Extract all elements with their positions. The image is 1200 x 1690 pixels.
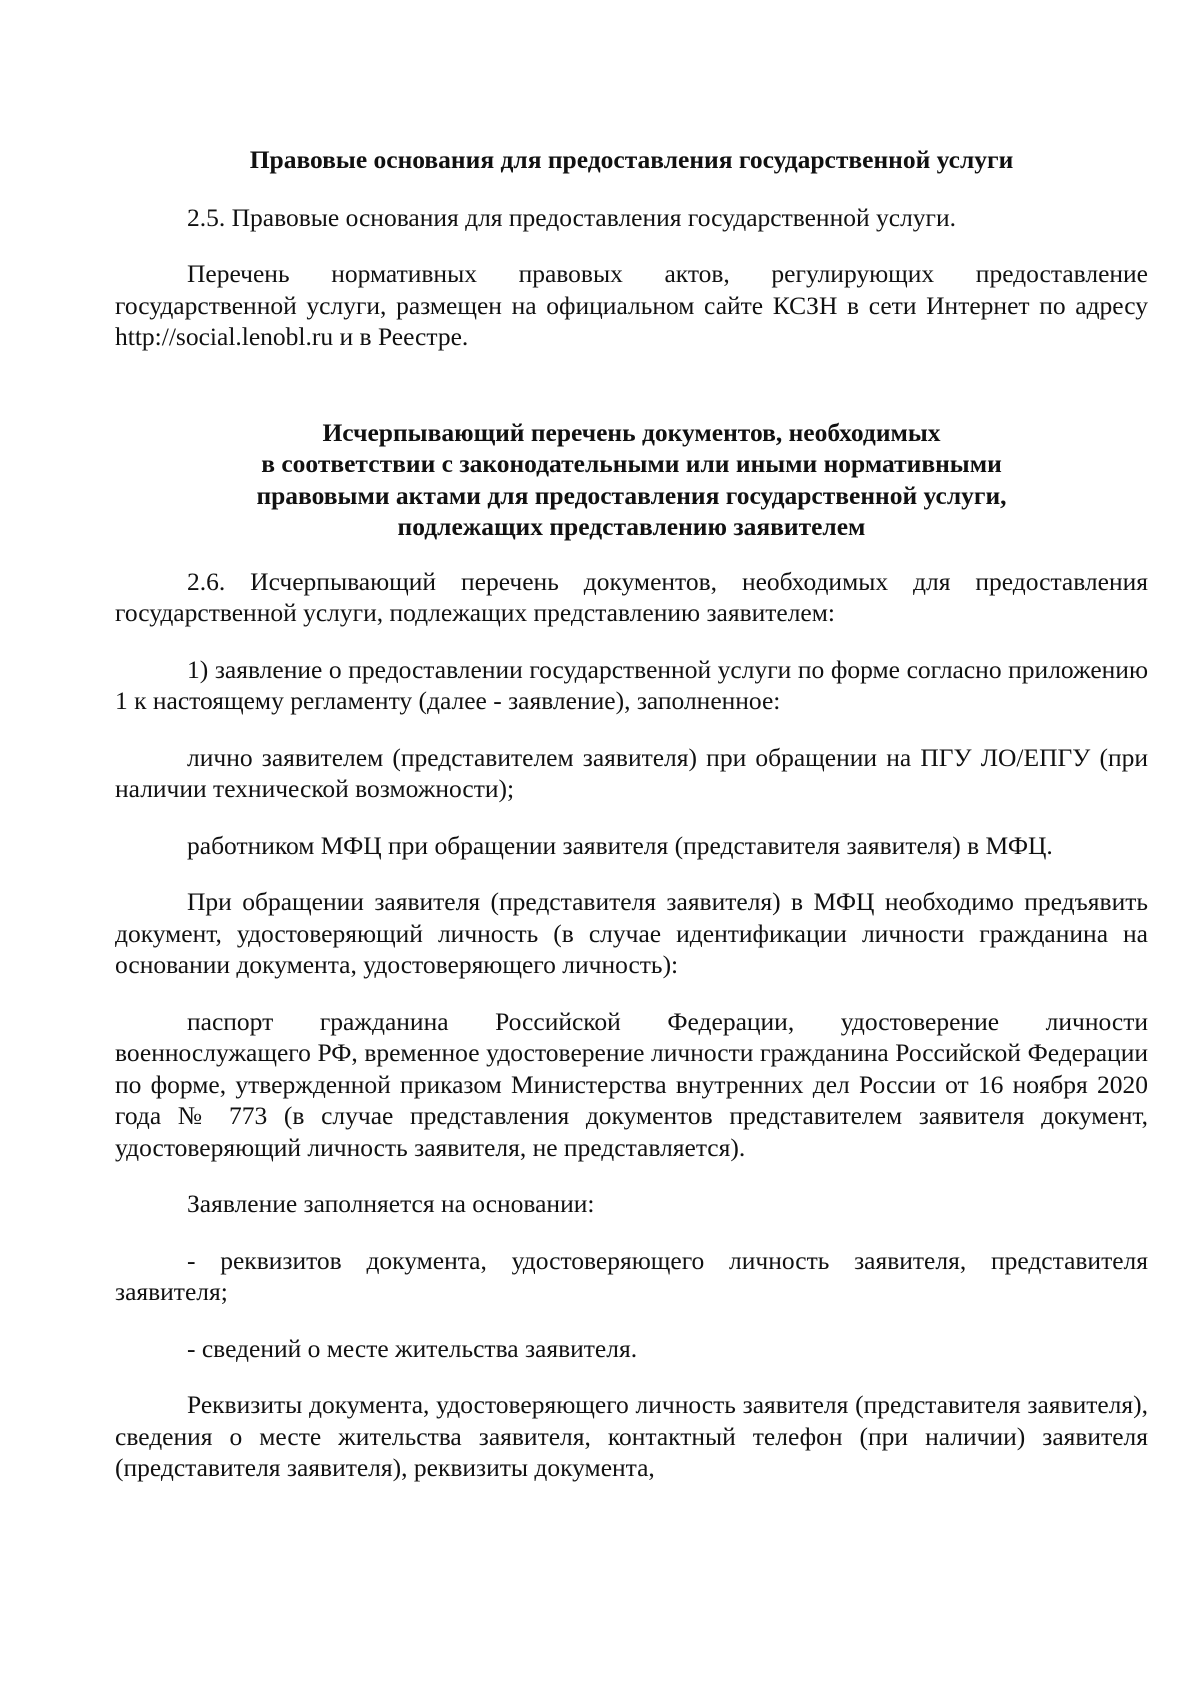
paragraph-item-1: 1) заявление о предоставлении государственной услуги по форме согласно приложению 1 к настоящему регламенту (далее - заявление), заполненное: (115, 654, 1148, 715)
heading-line: правовыми актами для предоставления государственной услуги, (256, 480, 1007, 510)
paragraph-acts-list: Перечень нормативных правовых актов, регулирующих предоставление государственной услуги, размещен на официальном сайте КСЗН в сети Интернет по адресу http://social.lenobl.ru и в Реестре. (115, 259, 1148, 351)
paragraph-2-6: 2.6. Исчерпывающий перечень документов, необходимых для предоставления государственной услуги, подлежащих представлению заявителем: (115, 566, 1148, 627)
heading-line: Исчерпывающий перечень документов, необходимых (322, 417, 941, 447)
paragraph-requisites: - реквизитов документа, удостоверяющего личность заявителя, представителя заявителя; (115, 1245, 1148, 1306)
paragraph-passport: паспорт гражданина Российской Федерации, удостоверение личности военнослужащего РФ, временное удостоверение личности гражданина Российской Федерации по форме, утвержденной приказом Министерства внутренних дел России от 16 ноября 2020 года № 773 (в случае представления документов представителем заявителя документ, удостоверяющий личность заявителя, не представляется). (115, 1006, 1148, 1162)
heading-line: подлежащих представлению заявителем (397, 512, 866, 541)
paragraph-2-5: 2.5. Правовые основания для предоставления государственной услуги. (187, 202, 957, 232)
paragraph-mfc-worker: работником МФЦ при обращении заявителя (представителя заявителя) в МФЦ. (187, 830, 1053, 860)
section-heading-documents (115, 417, 1148, 543)
paragraph-residence: - сведений о месте жительства заявителя. (187, 1333, 638, 1363)
paragraph-mfc-identity: При обращении заявителя (представителя заявителя) в МФЦ необходимо предъявить документ, удостоверяющий личность (в случае идентификации личности гражданина на основании документа, удостоверяющего личность): (115, 887, 1148, 979)
paragraph-personally: лично заявителем (представителем заявителя) при обращении на ПГУ ЛО/ЕПГУ (при наличии технической возможности); (115, 742, 1148, 803)
paragraph-filled-basis: Заявление заполняется на основании: (187, 1189, 595, 1218)
section-heading-legal-basis: Правовые основания для предоставления государственной услуги (249, 145, 1014, 174)
paragraph-requisites-final: Реквизиты документа, удостоверяющего личность заявителя (представителя заявителя), сведения о месте жительства заявителя, контактный телефон (при наличии) заявителя (представителя заявителя), реквизиты документа, (115, 1390, 1148, 1482)
heading-line: в соответствии с законодательными или иными нормативными (261, 449, 1002, 478)
